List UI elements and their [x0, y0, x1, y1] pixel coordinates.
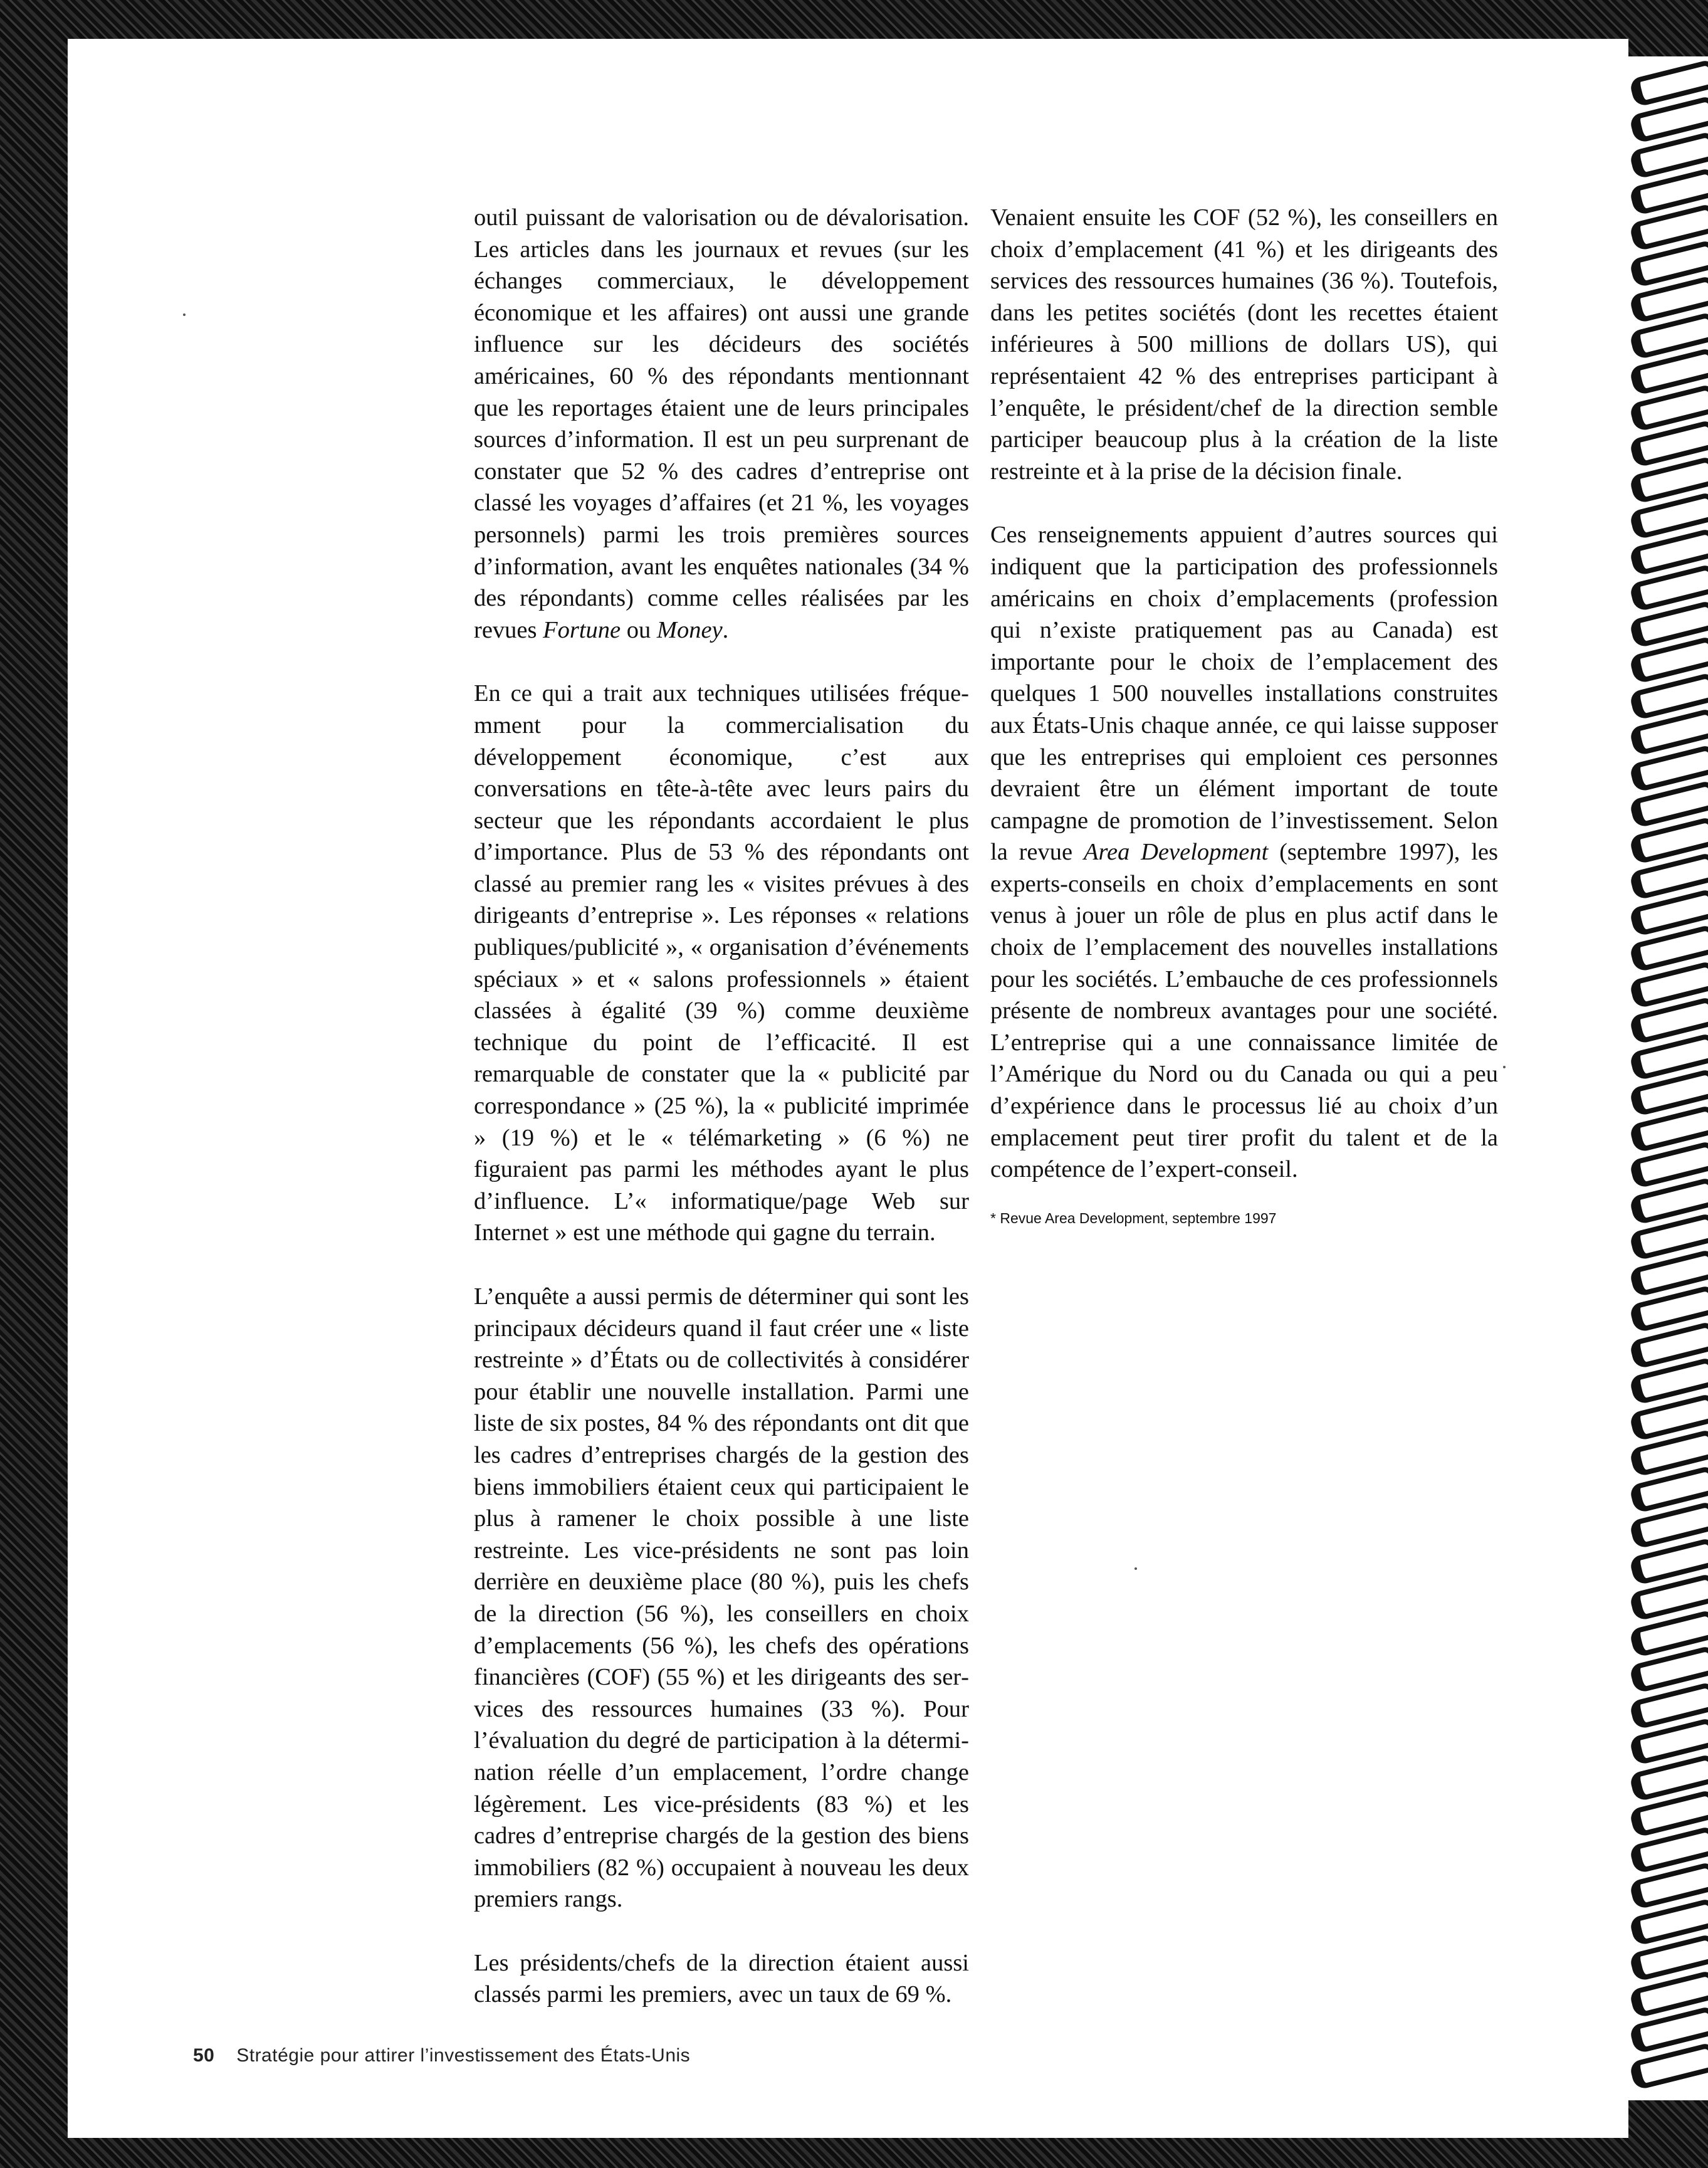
right-paragraph-2-text: Ces renseignements appuient d’autres sources qui indiquent que la participation des professionnels américains en choix d’emplacements (profession qui n’existe pratiquement pas au Canada) est importante pour le choix de l’emplacement des quelques 1 500 nouvelles installations construites aux États-Unis chaque année, ce qui laisse supposer que les entreprises qui emploient ces personnes devraient être un élément important de toute campagne de promotion de l’investissement. Selon la revue: [990, 522, 1498, 866]
left-paragraph-1-conjunction: ou: [621, 616, 657, 643]
magazine-title-fortune: Fortune: [543, 616, 621, 643]
left-paragraph-2: En ce qui a trait aux techniques utilisées fréquemment pour la commercialisation du développement économique, c’est aux conversations en tête-à-tête avec leurs pairs du secteur que les répondants accordaient le plus d’importance. Plus de 53 % des répondants ont classé au premier rang les « visites prévues à des dirigeants d’entreprise ». Les réponses « relations publiques/publicité », « organisation d’événements spéciaux » et « salons professionnels » étaient classées à égalité (39 %) comme deuxième technique du point de l’efficacité. Il est remarquable de constater que la « publicité par correspondance » (25 %), la « publicité imprimée » (19 %) et le « télémarketing » (6 %) ne figuraient pas parmi les méthodes ayant le plus d’influence. L’« informatique/page Web sur Internet » est une méthode qui gagne du terrain.: [474, 680, 969, 1246]
scan-speck: [183, 313, 186, 316]
left-paragraph-4: Les présidents/chefs de la direction étaient aussi classés parmi les premiers, avec un taux de 69 %.: [474, 1949, 969, 2008]
left-paragraph-1: [474, 202, 969, 646]
running-title: Stratégie pour attirer l’investissement des États-Unis: [236, 2045, 691, 2066]
left-paragraph-1-text: outil puissant de valorisation ou de dévalorisation. Les articles dans les journaux et revues (sur les échanges commerciaux, le développement économique et les affaires) ont aussi une grande influence sur les décideurs des sociétés américaines, 60 % des répondants mentionnant que les reportages étaient une de leurs principales sources d’information. Il est un peu surprenant de constater que 52 % des cadres d’entreprise ont classé les voyages d’affaires (et 21 %, les voyages personnels) parmi les trois premières sources d’information, avant les enquêtes nationales (34 % des répondants) comme celles réalisées par les revues: [474, 204, 969, 643]
scan-speck: [1503, 1066, 1506, 1068]
right-column: [990, 202, 1498, 1218]
right-paragraph-1: Venaient ensuite les COF (52 %), les conseillers en choix d’emplacement (41 %) et les dirigeants des services des ressources humaines (36 %). Toutefois, dans les petites sociétés (dont les recettes étaient inférieures à 500 millions de dollars US), qui représentaient 42 % des entreprises participant à l’enquête, le président/chef de la direction semble participer beaucoup plus à la création de la liste restreinte et à la prise de la décision finale.: [990, 204, 1498, 485]
page-number: 50: [193, 2045, 215, 2066]
page-footer: [193, 2045, 690, 2066]
left-paragraph-3: L’enquête a aussi permis de déterminer qui sont les principaux décideurs quand il faut créer une « liste restreinte » d’États ou de collectivités à considérer pour établir une nouvelle installation. Parmi une liste de six postes, 84 % des répondants ont dit que les cadres d’entreprises chargés de la gestion des biens immobiliers étaient ceux qui participaient le plus à ramener le choix possible à une liste restreinte. Les vice-présidents ne sont pas loin derrière en deuxième place (80 %), puis les chefs de la direction (56 %), les conseillers en choix d’emplacements (56 %), les chefs des opérations financières (COF) (55 %) et les dirigeants des services des ressources humaines (33 %). Pour l’évaluation du degré de participation à la détermination réelle d’un emplacement, l’ordre change légèrement. Les vice-présidents (83 %) et les cadres d’entreprise chargés de la gestion des biens immobiliers (82 %) occupaient à nouveau les deux premiers rangs.: [474, 1283, 969, 1913]
right-paragraph-2-continued: (septembre 1997), les experts-conseils en choix d’emplacements en sont venus à jouer un rôle de plus en plus actif dans le choix de l’emplacement des nouvelles installations pour les sociétés. L’embauche de ces professionnels présente de nombreux avantages pour une société. L’entreprise qui a une connaissance limitée de l’Amérique du Nord ou du Canada ou qui a peu d’expérience dans le processus lié au choix d’un emplacement peut tirer profit du talent et de la compétence de l’expert-conseil.: [990, 839, 1498, 1183]
magazine-title-money: Money: [656, 616, 723, 643]
left-column: [474, 202, 969, 2043]
magazine-title-area-development: Area Development: [1083, 839, 1269, 866]
left-paragraph-1-end: .: [722, 616, 729, 643]
scan-speck: [1134, 1567, 1137, 1570]
footnote: * Revue Area Development, septembre 1997: [990, 1210, 1277, 1226]
right-paragraph-2: [990, 519, 1498, 1185]
spiral-binding: [1622, 56, 1708, 2100]
